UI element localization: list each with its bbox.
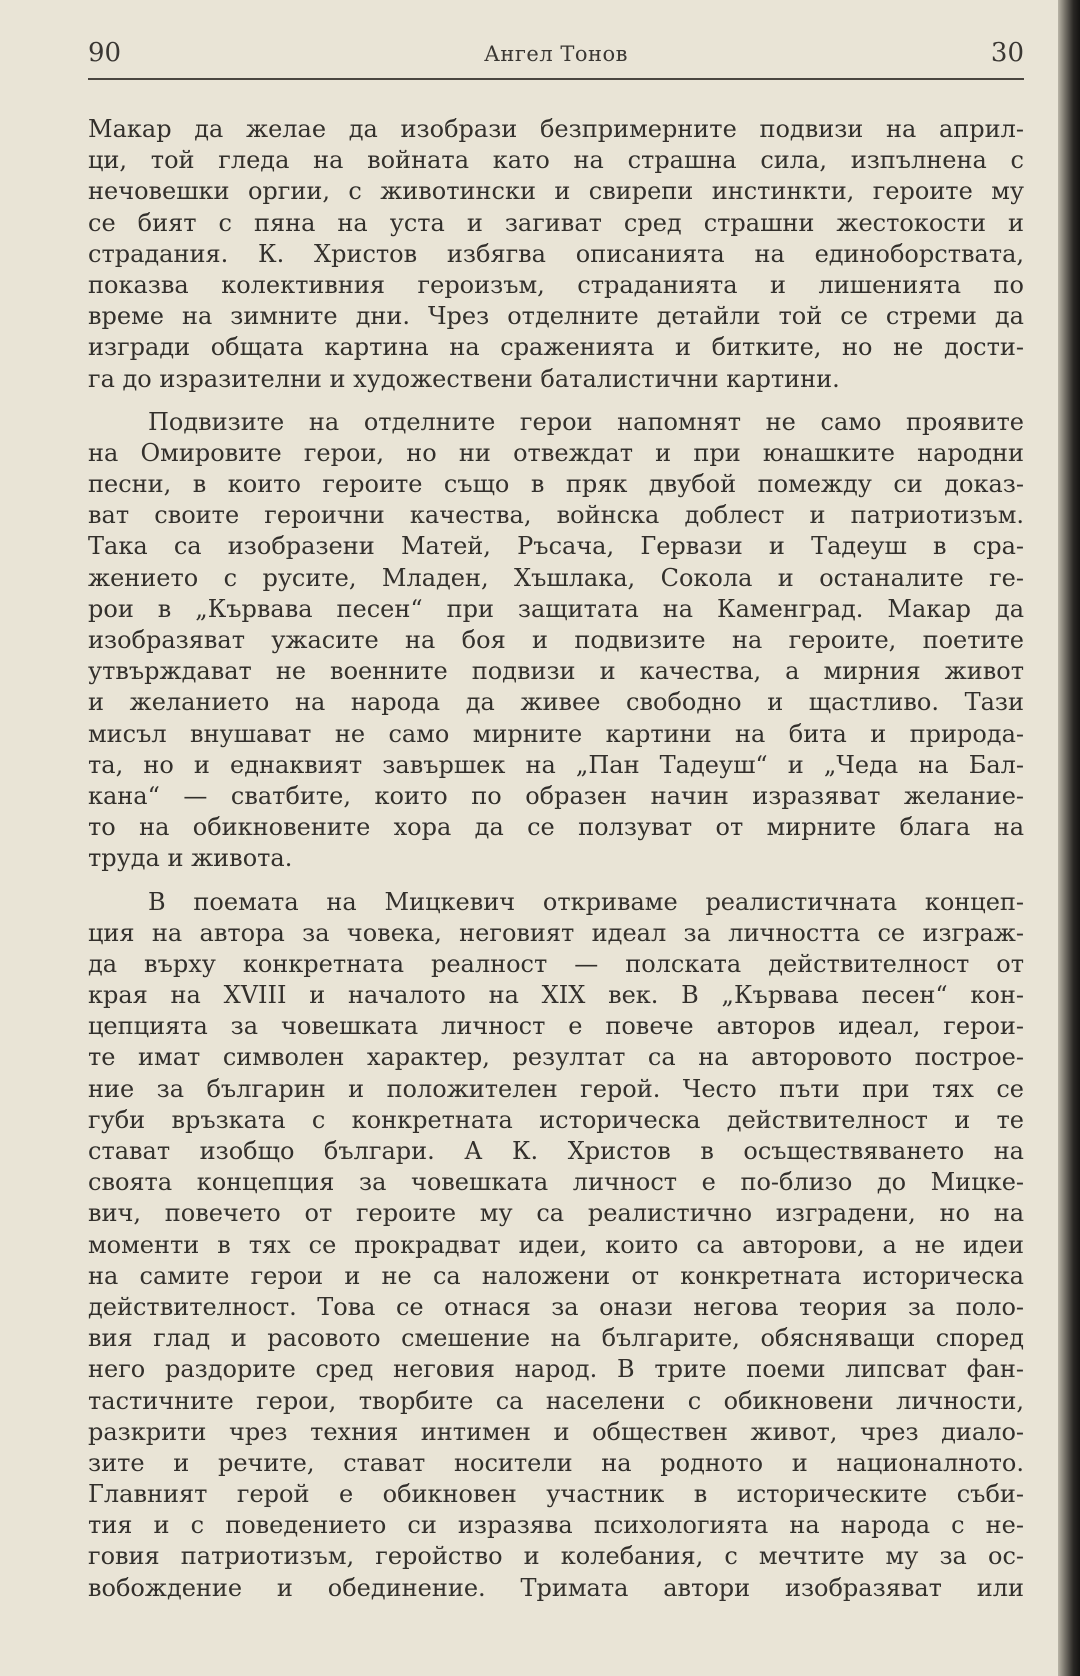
text-line: ват своите героични качества, войнска доблест и патриотизъм.	[88, 501, 1024, 530]
text-line: време на зимните дни. Чрез отделните детайли той се стреми да	[88, 302, 1024, 331]
text-line: вобождение и обединение. Тримата автори изобразяват или	[88, 1573, 1024, 1602]
text-line: утвърждават не военните подвизи и качества, а мирния живот	[88, 657, 1024, 686]
text-line: нечовешки оргии, с животински и свирепи инстинкти, героите му	[88, 177, 1024, 206]
text-line: та, но и еднаквият завършек на „Пан Тадеуш“ и „Чеда на Бал-	[88, 750, 1024, 779]
text-line: на Омировите герои, но ни отвеждат и при юнашките народни	[88, 438, 1024, 467]
text-line: показва колективния героизъм, страданията и лишенията по	[88, 270, 1024, 299]
text-line: мисъл внушават не само мирните картини на бита и природа-	[88, 719, 1024, 748]
text-line: ция на автора за човека, неговият идеал за личността се изграж-	[88, 918, 1024, 947]
text-line: изобразяват ужасите на боя и подвизите на героите, поетите	[88, 626, 1024, 654]
text-line: и желанието на народа да живее свободно и щастливо. Тази	[88, 688, 1024, 717]
text-line: своята концепция за човешката личност е по-близо до Мицке-	[88, 1168, 1024, 1197]
text-line: стават изобщо българи. А К. Христов в осъществяването на	[88, 1137, 1024, 1165]
text-line: рои в „Кървава песен“ при защитата на Каменград. Макар да	[88, 594, 1024, 623]
text-line: страдания. К. Христов избягва описанията на единоборствата,	[88, 239, 1024, 268]
text-line: тия и с поведението си изразява психологията на народа с не-	[88, 1511, 1024, 1540]
text-line: вич, повечето от героите му са реалистично изградени, но на	[88, 1199, 1024, 1228]
text-line: Макар да желае да изобрази безпримерните подвизи на април-	[88, 115, 1024, 143]
text-line: края на XVIII и началото на XIX век. В „Кървава песен“ кон-	[88, 981, 1024, 1010]
text-line: се бият с пяна на уста и загиват сред страшни жестокости и	[88, 208, 1024, 237]
text-line: вия глад и расовото смешение на българите, обясняващи според	[88, 1324, 1024, 1353]
paragraph-gap	[88, 395, 1024, 407]
text-line: Главният герой е обикновен участник в историческите съби-	[88, 1480, 1024, 1509]
text-line: га до изразителни и художествени баталистични картини.	[88, 364, 840, 393]
text-line: на самите герои и не са наложени от конкретната историческа	[88, 1261, 1024, 1290]
text-line: изгради общата картина на сраженията и битките, но не дости-	[88, 333, 1024, 362]
text-line: зите и речите, стават носители на родното и националното.	[88, 1448, 1024, 1477]
text-line: цепцията за човешката личност е повече авторов идеал, герои-	[88, 1012, 1024, 1041]
text-line: ние за българин и положителен герой. Често пъти при тях се	[88, 1074, 1024, 1103]
text-line: губи връзката с конкретната историческа действителност и те	[88, 1105, 1024, 1134]
text-line: те имат символен характер, резултат са на авторовото построе-	[88, 1043, 1024, 1072]
running-title: Ангел Тонов	[484, 42, 628, 66]
page-number-left: 90	[88, 38, 122, 68]
paragraph	[88, 407, 1024, 875]
text-line: тастичните герои, творбите са населени с обикновени личности,	[88, 1386, 1024, 1415]
text-line: ци, той гледа на войната като на страшна сила, изпълнена с	[88, 146, 1024, 175]
text-line: жението с русите, Младен, Хъшлака, Сокола и останалите ге-	[88, 563, 1024, 592]
text-line: разкрити чрез техния интимен и обществен живот, чрез диало-	[88, 1417, 1024, 1446]
text-line: Подвизите на отделните герои напомнят не само проявите	[148, 407, 1024, 436]
text-line: действителност. Това се отнася за онази негова теория за поло-	[88, 1292, 1024, 1321]
text-line: него раздорите сред неговия народ. В трите поеми липсват фан-	[88, 1355, 1024, 1384]
book-spine-shadow	[1058, 0, 1080, 1676]
text-line: говия патриотизъм, геройство и колебания, с мечтите му за ос-	[88, 1542, 1024, 1571]
text-line: труда и живота.	[88, 844, 293, 873]
body-text	[88, 114, 1024, 1604]
text-line: да върху конкретната реалност — полската действителност от	[88, 949, 1024, 978]
text-line: то на обикновените хора да се ползуват от мирните блага на	[88, 813, 1024, 842]
text-line: кана“ — сватбите, които по образен начин изразяват желание-	[88, 781, 1024, 810]
page-number-right: 30	[990, 38, 1024, 68]
text-line: песни, в които героите също в пряк двубой помежду си доказ-	[88, 470, 1024, 499]
running-header	[88, 36, 1024, 76]
paragraph-gap	[88, 875, 1024, 887]
paragraph	[88, 887, 1024, 1604]
text-line: В поемата на Мицкевич откриваме реалистичната концеп-	[148, 887, 1024, 916]
text-line: моменти в тях се прокрадват идеи, които са авторови, а не идеи	[88, 1230, 1024, 1259]
text-line: Така са изобразени Матей, Ръсача, Гервази и Тадеуш в сра-	[88, 532, 1024, 561]
paragraph	[88, 114, 1024, 395]
header-rule	[88, 78, 1024, 80]
